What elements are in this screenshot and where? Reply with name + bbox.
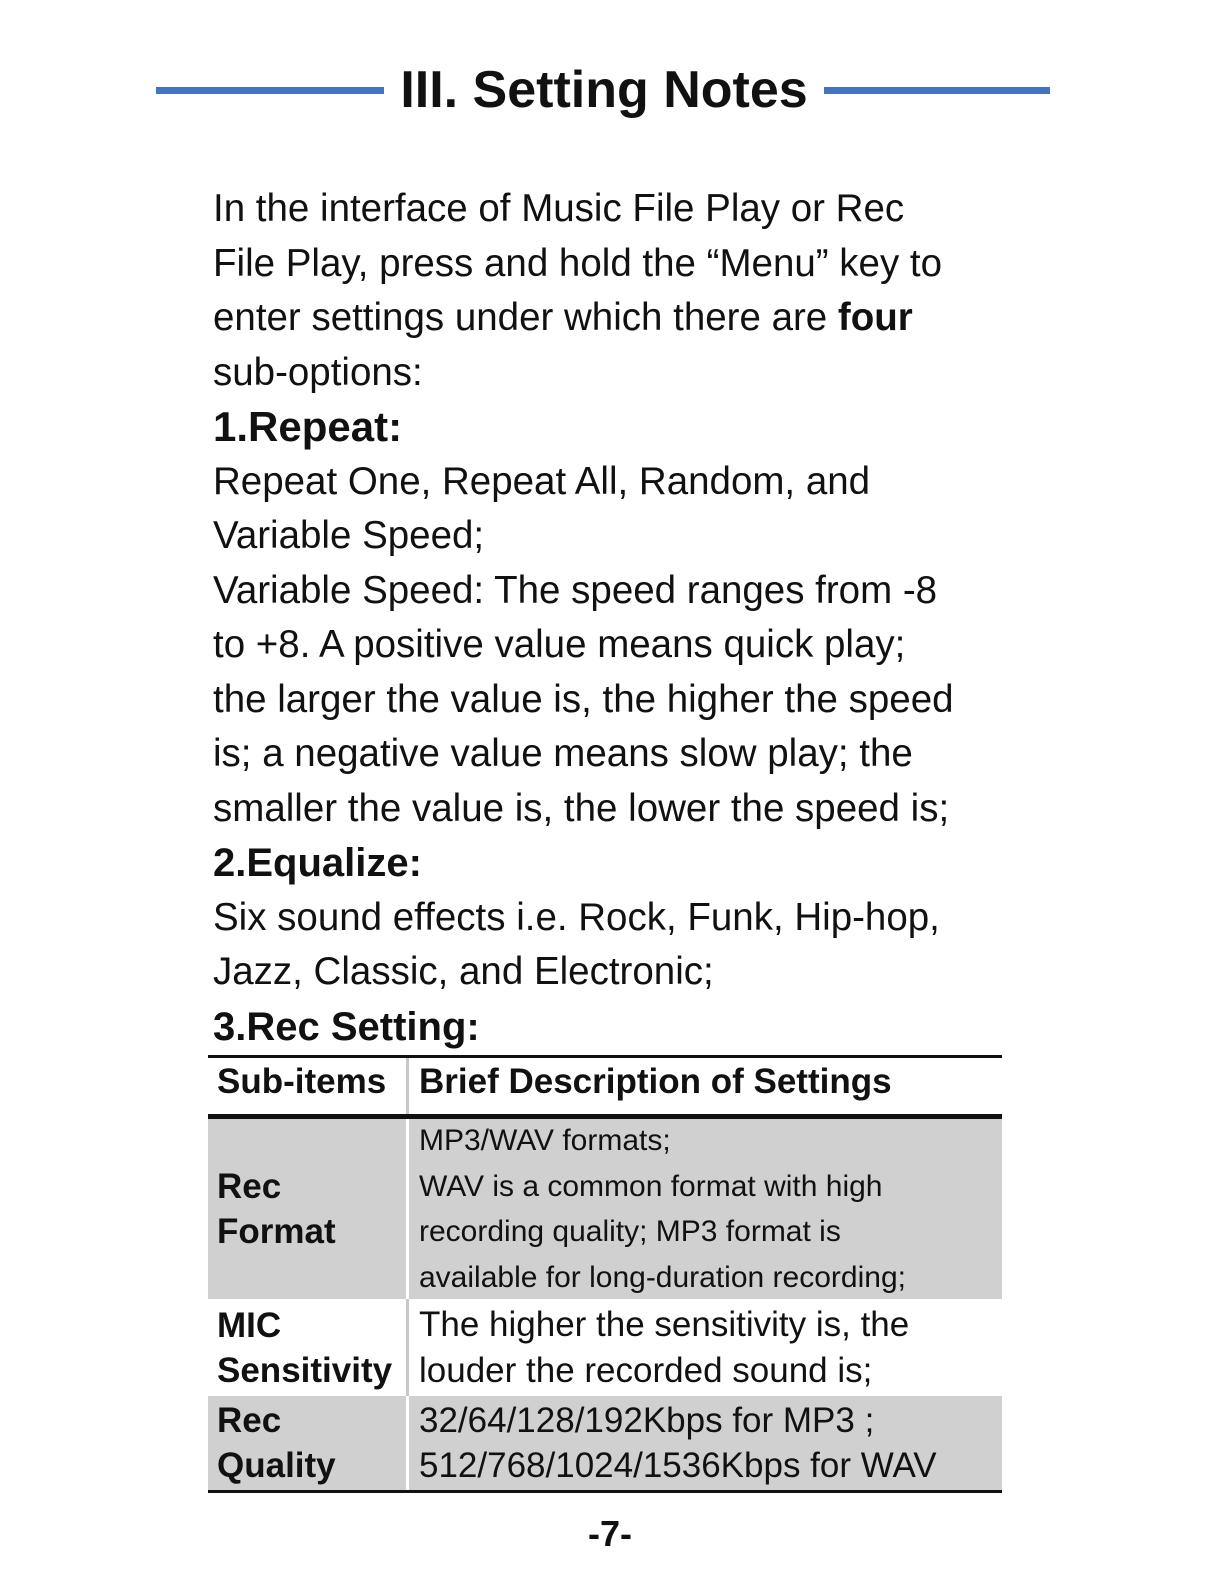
intro-line: File Play, press and hold the “Menu” key to <box>213 241 942 285</box>
section-title: III. Setting Notes <box>400 61 808 119</box>
item-text: Rec <box>217 1167 282 1206</box>
table-row <box>208 1119 1002 1299</box>
intro-line <box>213 291 1023 346</box>
table-cell-description <box>409 1119 1002 1299</box>
repeat-line: Variable Speed; <box>213 514 485 557</box>
repeat-line: the larger the value is, the higher the speed <box>213 677 954 721</box>
desc-text: 32/64/128/192Kbps for MP3 ; <box>419 1400 875 1440</box>
repeat-line: Variable Speed: The speed ranges from -8 <box>213 568 938 612</box>
item-text: Quality <box>217 1446 336 1485</box>
title-rule-left <box>156 87 384 94</box>
table-cell-description <box>409 1299 1002 1396</box>
page-number: -7- <box>588 1513 632 1554</box>
desc-text: available for long-duration recording; <box>419 1260 906 1294</box>
repeat-line: to +8. A positive value means quick play; <box>213 623 906 666</box>
equalize-line: Six sound effects i.e. Rock, Funk, Hip-hop, <box>213 895 940 939</box>
table-cell-item <box>208 1396 409 1490</box>
item-text: Rec <box>217 1401 282 1440</box>
repeat-line: smaller the value is, the lower the speed is; <box>213 786 950 830</box>
equalize-heading: 2.Equalize: <box>213 841 422 885</box>
item-text: MIC <box>217 1305 282 1345</box>
repeat-line: Repeat One, Repeat All, Random, and <box>213 459 871 503</box>
desc-text: recording quality; MP3 format is <box>419 1215 841 1248</box>
desc-text: 512/768/1024/1536Kbps for WAV <box>419 1446 937 1485</box>
intro-line-text: enter settings under which there are <box>213 296 838 339</box>
section-title-row <box>156 58 1050 122</box>
repeat-line: is; a negative value means slow play; the <box>213 732 913 775</box>
table-cell-item <box>208 1299 409 1396</box>
intro-line: In the interface of Music File Play or Rec <box>213 187 905 230</box>
desc-text: louder the recorded sound is; <box>419 1350 873 1390</box>
rec-settings-table <box>208 1055 1002 1493</box>
table-header-subitems: Sub-items <box>208 1058 409 1114</box>
table-cell-description <box>409 1396 1002 1490</box>
repeat-heading: 1.Repeat: <box>213 403 403 450</box>
equalize-line: Jazz, Classic, and Electronic; <box>213 950 714 993</box>
table-row <box>208 1299 1002 1396</box>
intro-bold-word: four <box>837 296 913 339</box>
desc-text: MP3/WAV formats; <box>419 1124 671 1157</box>
body-content <box>213 182 1023 1054</box>
intro-line: sub-options: <box>213 350 423 394</box>
title-rule-right <box>824 87 1050 94</box>
desc-text: WAV is a common format with high <box>419 1169 883 1203</box>
table-header-description: Brief Description of Settings <box>419 1062 892 1101</box>
table-cell-item <box>208 1119 409 1299</box>
rec-setting-heading: 3.Rec Setting: <box>213 1004 480 1049</box>
table-header-row <box>208 1055 1002 1119</box>
item-text: Sensitivity <box>217 1350 393 1390</box>
item-text: Format <box>217 1212 336 1251</box>
table-row <box>208 1396 1002 1493</box>
desc-text: The higher the sensitivity is, the <box>419 1305 910 1344</box>
